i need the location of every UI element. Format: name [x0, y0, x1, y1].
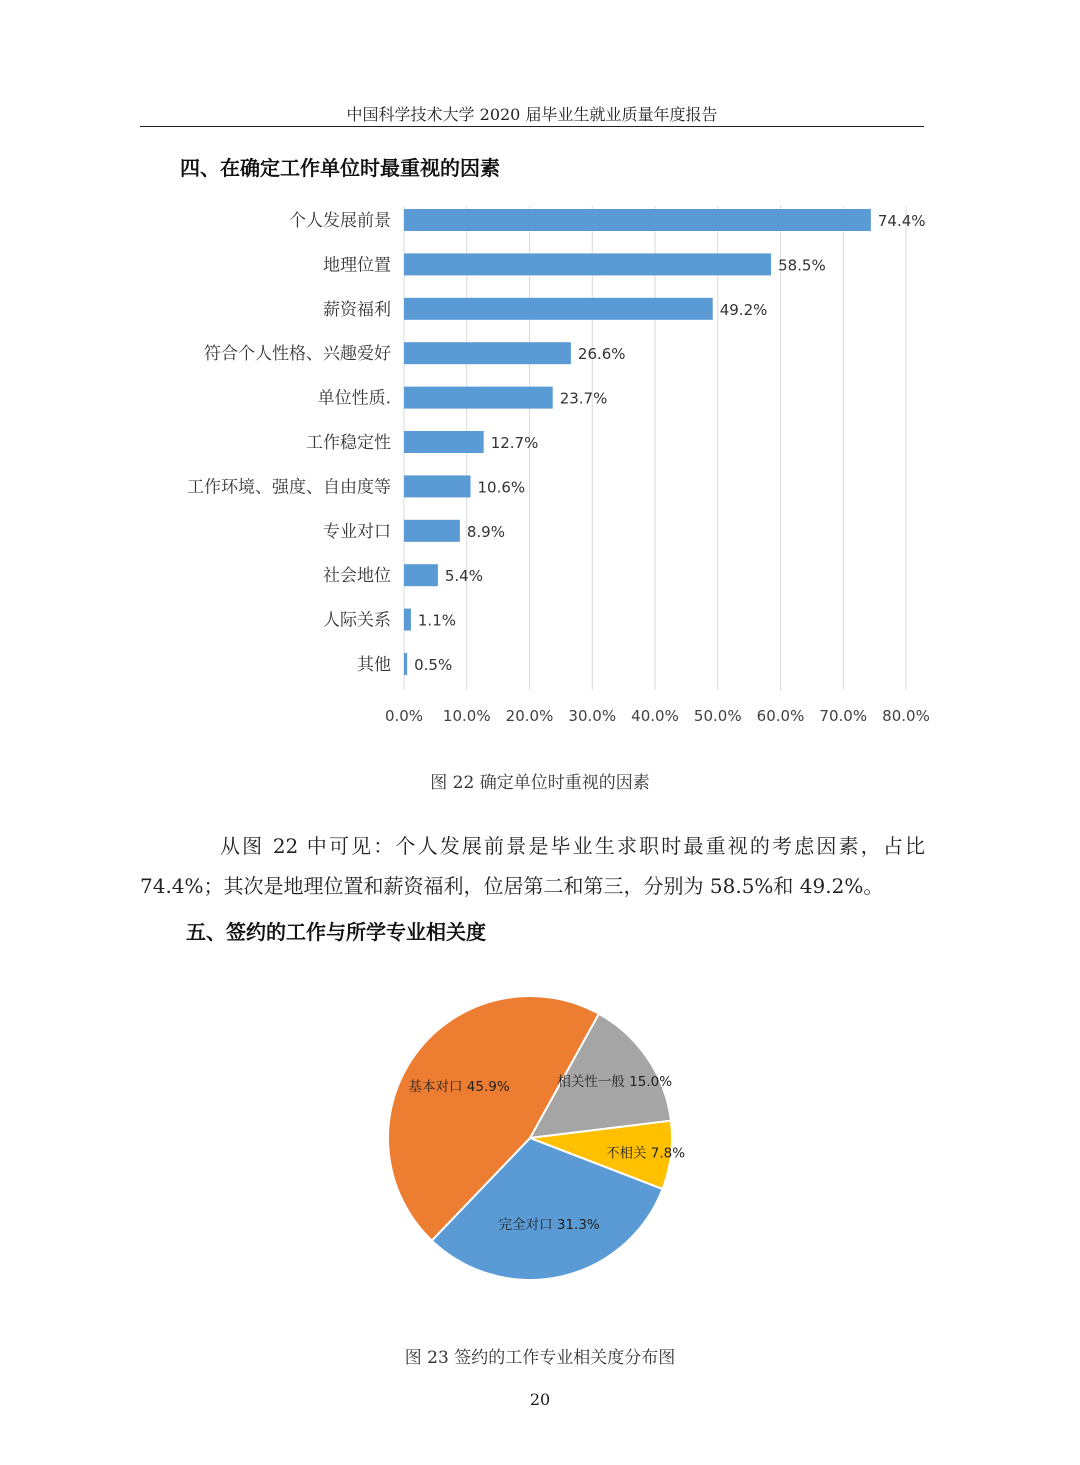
value-label: 10.6% [477, 478, 526, 497]
header-rule [140, 126, 924, 127]
pie-label: 完全对口 31.3% [498, 1216, 600, 1233]
category-label: 专业对口 [323, 521, 391, 542]
x-tick-label: 80.0% [882, 707, 930, 725]
body-paragraph [140, 826, 925, 906]
pie-label: 不相关 7.8% [606, 1145, 686, 1162]
x-tick-label: 30.0% [568, 707, 617, 725]
category-label: 地理位置 [323, 255, 391, 276]
x-tick-label: 0.0% [384, 707, 424, 725]
section-heading-4: 四、在确定工作单位时最重视的因素 [180, 156, 500, 180]
bar [404, 342, 571, 364]
bar [404, 431, 484, 453]
bar-chart-bars [404, 209, 871, 675]
category-label: 符合个人性格、兴趣爱好 [204, 344, 391, 365]
category-label: 薪资福利 [323, 299, 391, 320]
value-label: 74.4% [877, 212, 926, 230]
value-label: 12.7% [490, 434, 539, 452]
bar [404, 609, 411, 631]
body-paragraph-text: 从图 22 中可见：个人发展前景是毕业生求职时最重视的考虑因素，占比 74.4%；其次是地理位置和薪资福利，位居第二和第三，分别为 58.5%和 49.2%。 [140, 834, 925, 898]
value-label: 58.5% [778, 256, 826, 275]
value-label: 8.9% [466, 522, 505, 541]
category-label: 人际关系 [323, 610, 391, 631]
category-label: 工作环境、强度、自由度等 [187, 477, 391, 498]
bar-chart-value-labels [414, 212, 925, 674]
figure-caption-23: 图 23 签约的工作专业相关度分布图 [404, 1348, 676, 1368]
pie-chart-slices [388, 996, 672, 1280]
pie-chart [360, 975, 700, 1305]
x-tick-label: 50.0% [693, 707, 742, 725]
x-tick-label: 60.0% [756, 707, 805, 725]
bar [404, 520, 460, 542]
bar-chart [0, 200, 1080, 735]
value-label: 23.7% [559, 389, 608, 408]
bar [404, 564, 438, 586]
bar-chart-x-tick-labels [385, 707, 930, 725]
x-tick-label: 10.0% [442, 707, 491, 725]
bar [404, 475, 471, 497]
value-label: 0.5% [414, 656, 453, 674]
value-label: 1.1% [417, 611, 457, 630]
category-label: 社会地位 [323, 566, 391, 587]
pie-label: 基本对口 45.9% [408, 1078, 510, 1095]
pie-label: 相关性一般 15.0% [557, 1073, 673, 1090]
category-label: 个人发展前景 [289, 211, 391, 231]
x-tick-label: 20.0% [505, 707, 554, 725]
page-number: 20 [529, 1390, 551, 1409]
bar [404, 387, 553, 409]
section-heading-5: 五、签约的工作与所学专业相关度 [186, 920, 486, 944]
value-label: 49.2% [719, 300, 768, 319]
value-label: 5.4% [444, 567, 483, 586]
value-label: 26.6% [577, 345, 626, 364]
running-header: 中国科学技术大学 2020 届毕业生就业质量年度报告 [346, 105, 718, 124]
category-label: 工作稳定性 [306, 433, 391, 453]
figure-caption-22: 图 22 确定单位时重视的因素 [430, 773, 650, 793]
category-label: 单位性质. [317, 388, 391, 409]
bar [404, 209, 871, 231]
bar [404, 653, 407, 675]
category-label: 其他 [357, 655, 391, 675]
x-tick-label: 70.0% [819, 707, 868, 725]
bar [404, 253, 771, 275]
bar-chart-category-labels [187, 211, 391, 675]
x-tick-label: 40.0% [631, 707, 679, 725]
bar [404, 298, 713, 320]
